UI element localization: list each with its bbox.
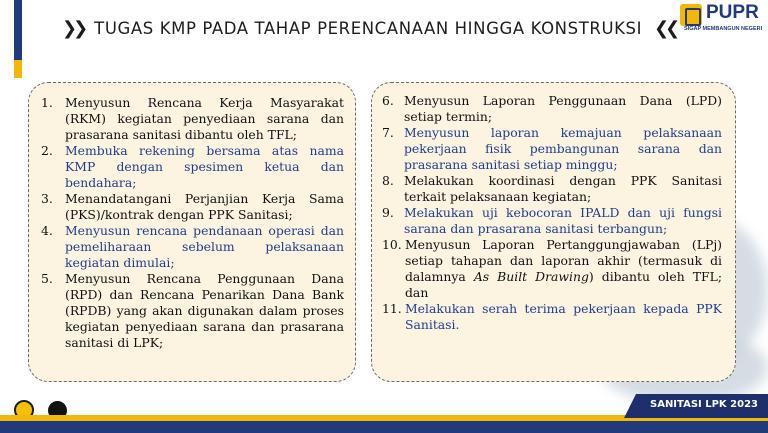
task-item (41, 143, 344, 191)
task-number: 3. (41, 191, 53, 206)
task-text: Melakukan uji kebocoran IPALD dan uji fungsi sarana dan prasarana sanitasi terbangun; (404, 205, 722, 236)
double-chevron-left-icon: ❮❮ (654, 17, 677, 39)
task-number: 7. (382, 125, 394, 140)
task-item (382, 93, 722, 125)
footer-navy-stripe (0, 421, 768, 433)
right-task-list (382, 93, 722, 333)
task-item (382, 301, 722, 333)
left-task-list (41, 95, 344, 351)
logo-text: PUPR (706, 2, 759, 23)
task-number: 8. (382, 173, 394, 188)
task-text: Membuka rekening bersama atas nama KMP dengan spesimen ketua dan bendahara; (65, 143, 344, 190)
task-number: 1. (41, 95, 53, 110)
task-number: 9. (382, 205, 394, 220)
pupr-logo (680, 4, 766, 34)
task-text: Menyusun Rencana Kerja Masyarakat (RKM) kegiatan penyediaan sarana dan prasarana sanitasi dibantu oleh TFL; (65, 95, 344, 142)
task-number: 2. (41, 143, 53, 158)
task-text: Melakukan serah terima pekerjaan kepada PPK Sanitasi. (405, 301, 722, 332)
left-accent-gold (14, 60, 22, 78)
logo-subtitle: SIGAP MEMBANGUN NEGERI (684, 26, 763, 32)
task-number: 6. (382, 93, 394, 108)
task-text: Menandatangani Perjanjian Kerja Sama (PKS)/kontrak dengan PPK Sanitasi; (65, 191, 344, 222)
right-task-panel (371, 82, 736, 382)
slide-title: TUGAS KMP PADA TAHAP PERENCANAAN HINGGA KONSTRUKSI (94, 18, 643, 38)
task-item (382, 125, 722, 173)
task-text: Menyusun laporan kemajuan pelaksanaan pekerjaan fisik pembangunan sarana dan prasarana sanitasi setiap minggu; (404, 125, 722, 172)
task-item (382, 237, 722, 301)
task-number: 5. (41, 271, 53, 286)
slide-header (62, 14, 676, 42)
task-number: 10. (382, 237, 402, 252)
footer-badge-label: SANITASI LPK 2023 (650, 399, 758, 410)
left-task-panel (28, 82, 356, 382)
double-chevron-right-icon: ❯❯ (62, 17, 85, 39)
task-text: Menyusun rencana pendanaan operasi dan pemeliharaan sebelum pelaksanaan kegiatan dimulai; (65, 223, 344, 270)
task-number: 11. (382, 301, 402, 316)
task-number: 4. (41, 223, 53, 238)
pupr-emblem-icon (680, 4, 702, 26)
task-item (41, 95, 344, 143)
task-item (41, 191, 344, 223)
task-item (41, 223, 344, 271)
task-item (382, 173, 722, 205)
task-text: Menyusun Rencana Penggunaan Dana (RPD) dan Rencana Penarikan Dana Bank (RPDB) yang akan digunakan dalam proses kegiatan penyediaan sarana dan prasarana sanitasi di LPK; (65, 271, 344, 350)
task-item (41, 271, 344, 351)
task-item (382, 205, 722, 237)
task-text-part: Menyusun Laporan Pertanggungjawaban (LPj) setiap tahapan dan laporan akhir (termasuk di dalamnya (405, 237, 722, 284)
task-text: Menyusun Laporan Penggunaan Dana (LPD) setiap termin; (404, 93, 722, 124)
task-text-italic: As Built Drawing (473, 269, 589, 284)
task-text: Melakukan koordinasi dengan PPK Sanitasi terkait pelaksanaan kegiatan; (404, 173, 722, 204)
task-text-part: ) dibantu oleh TFL; dan (405, 269, 722, 300)
task-text (405, 237, 722, 301)
